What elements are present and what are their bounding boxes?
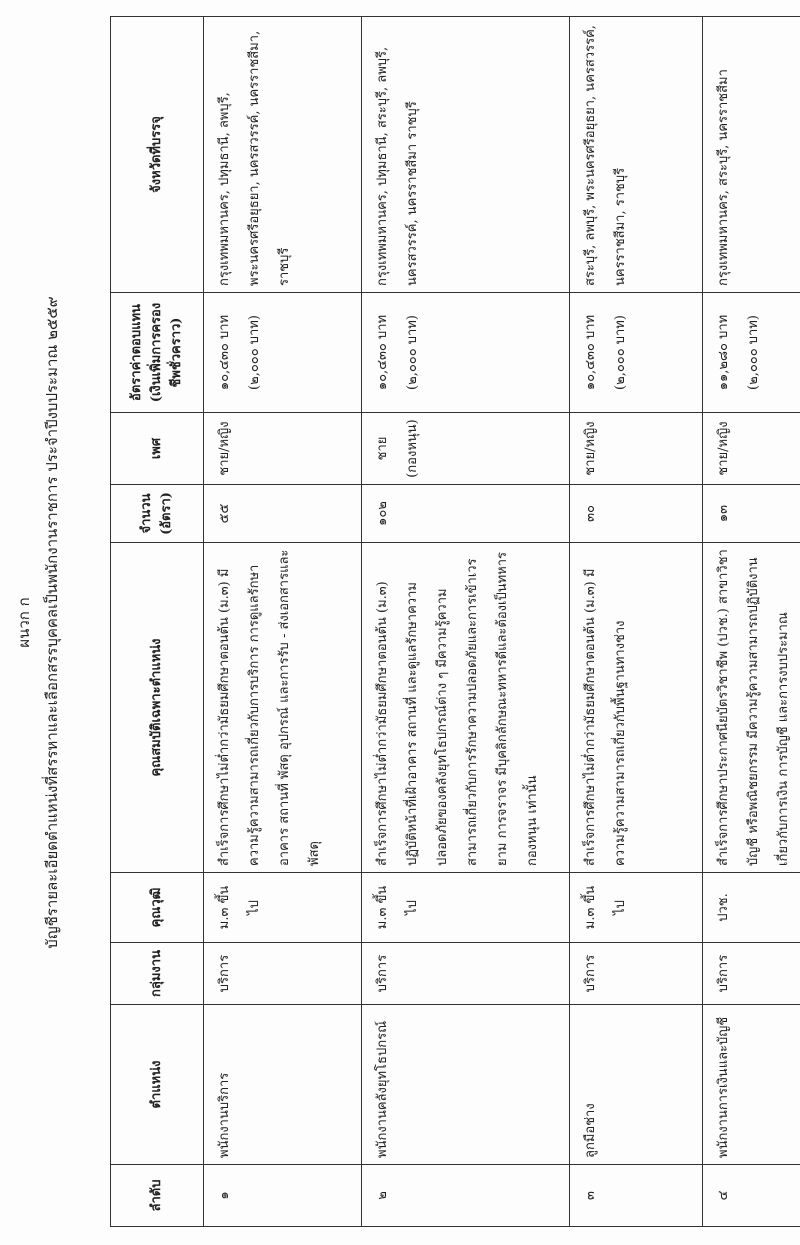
column-header: จังหวัดที่บรรจุ xyxy=(111,17,204,293)
column-header: ลำดับ xyxy=(111,1165,204,1227)
salary-amount: ๑๑,๒๘๐ บาท xyxy=(716,314,731,391)
positions-table xyxy=(110,16,800,1227)
gender-note: (กองหนุน) xyxy=(405,419,420,478)
salary-amount: ๑๐,๔๓๐ บาท xyxy=(583,314,598,391)
document-title: บัญชีรายละเอียดตำแหน่งที่สรรหาและเลือกสรรบุคคลเป็นพนักงานราชการ ประจำปีงบประมาณ ๒๕๕๙ xyxy=(43,296,61,949)
cell-gender: ชาย/หญิง xyxy=(204,413,362,485)
allowance-amount: (๒,๐๐๐ บาท) xyxy=(613,315,628,390)
table-row xyxy=(703,17,800,1227)
column-header: ตำแหน่ง xyxy=(111,1005,204,1165)
cell-requirements: สำเร็จการศึกษาไม่ต่ำกว่ามัธยมศึกษาตอนต้น (ม.๓) ปฏิบัติหน้าที่เฝ้าอาคาร สถานที่ และดูแลรักษาความปลอดภัยของคลังยุทโธปกรณ์ต่าง ๆ มีความรู้ความสามารถเกี่ยวกับการรักษาความปลอดภัยและการเข้าเวรยาม การจราจร มีบุคลิกลักษณะทหารดีและต้องเป็นทหารกองหนุน เท่านั้น xyxy=(362,543,570,873)
cell-count: ๑๓ xyxy=(703,485,800,543)
column-header: เพศ xyxy=(111,413,204,485)
appendix-label: ผนวก ก xyxy=(15,597,33,648)
gender-value: ชาย xyxy=(375,436,390,461)
cell-salary xyxy=(362,293,570,413)
cell-provinces: กรุงเทพมหานคร, ปทุมธานี, ลพบุรี, พระนครศรีอยุธยา, นครสวรรค์, นครราชสีมา, ราชบุรี xyxy=(204,17,362,293)
cell-no: ๒ xyxy=(362,1165,570,1227)
cell-gender xyxy=(362,413,570,485)
cell-position: พนักงานบริการ xyxy=(204,1005,362,1165)
cell-group: บริการ xyxy=(204,943,362,1005)
cell-qualification: ม.๓ ขึ้นไป xyxy=(204,873,362,943)
cell-salary xyxy=(703,293,800,413)
allowance-amount: (๒,๐๐๐ บาท) xyxy=(746,315,761,390)
table-row xyxy=(570,17,703,1227)
cell-no: ๑ xyxy=(204,1165,362,1227)
cell-requirements: สำเร็จการศึกษาประกาศนียบัตรวิชาชีพ (ปวช.) สาขาวิชาบัญชี หรือพณิชยกรรม มีความรู้ความสามารถปฏิบัติงานเกี่ยวกับการเงิน การบัญชี และการงบประมาณ xyxy=(703,543,800,873)
column-header: จำนวน (อัตรา) xyxy=(111,485,204,543)
cell-no: ๓ xyxy=(570,1165,703,1227)
cell-position: พนักงานคลังยุทโธปกรณ์ xyxy=(362,1005,570,1165)
table-row xyxy=(204,17,362,1227)
allowance-amount: (๒,๐๐๐ บาท) xyxy=(247,315,262,390)
cell-gender: ชาย/หญิง xyxy=(570,413,703,485)
cell-provinces: สระบุรี, ลพบุรี, พระนครศรีอยุธยา, นครสวรรค์, นครราชสีมา, ราชบุรี xyxy=(570,17,703,293)
column-header: อัตราค่าตอบแทน (เงินเพิ่มการครองชีพชั่วคราว) xyxy=(111,293,204,413)
column-header: คุณวุฒิ xyxy=(111,873,204,943)
column-header: คุณสมบัติเฉพาะตำแหน่ง xyxy=(111,543,204,873)
cell-position: ลูกมือช่าง xyxy=(570,1005,703,1165)
salary-amount: ๑๐,๔๓๐ บาท xyxy=(375,314,390,391)
cell-group: บริการ xyxy=(703,943,800,1005)
cell-salary xyxy=(570,293,703,413)
cell-qualification: ม.๓ ขึ้นไป xyxy=(570,873,703,943)
cell-provinces: กรุงเทพมหานคร, สระบุรี, นครราชสีมา xyxy=(703,17,800,293)
cell-provinces: กรุงเทพมหานคร, ปทุมธานี, สระบุรี, ลพบุรี, นครสวรรค์, นครราชสีมา ราชบุรี xyxy=(362,17,570,293)
cell-qualification: ปวช. xyxy=(703,873,800,943)
cell-qualification: ม.๓ ขึ้นไป xyxy=(362,873,570,943)
cell-group: บริการ xyxy=(362,943,570,1005)
allowance-amount: (๒,๐๐๐ บาท) xyxy=(405,315,420,390)
cell-requirements: สำเร็จการศึกษาไม่ต่ำกว่ามัธยมศึกษาตอนต้น (ม.๓) มีความรู้ความสามารถเกี่ยวกับการบริการ การดูแลรักษาอาคาร สถานที่ พัสดุ อุปกรณ์ และการรับ - ส่งเอกสารและพัสดุ xyxy=(204,543,362,873)
column-header: กลุ่มงาน xyxy=(111,943,204,1005)
table-row xyxy=(362,17,570,1227)
cell-count: ๑๐๒ xyxy=(362,485,570,543)
cell-group: บริการ xyxy=(570,943,703,1005)
cell-count: ๕๕ xyxy=(204,485,362,543)
cell-requirements: สำเร็จการศึกษาไม่ต่ำกว่ามัธยมศึกษาตอนต้น (ม.๓) มีความรู้ความสามารถเกี่ยวกับพื้นฐานทางช่าง xyxy=(570,543,703,873)
cell-position: พนักงานการเงินและบัญชี xyxy=(703,1005,800,1165)
cell-salary xyxy=(204,293,362,413)
table-header-row xyxy=(111,17,204,1227)
salary-amount: ๑๐,๔๓๐ บาท xyxy=(217,314,232,391)
cell-no: ๔ xyxy=(703,1165,800,1227)
cell-count: ๓๐ xyxy=(570,485,703,543)
cell-gender: ชาย/หญิง xyxy=(703,413,800,485)
